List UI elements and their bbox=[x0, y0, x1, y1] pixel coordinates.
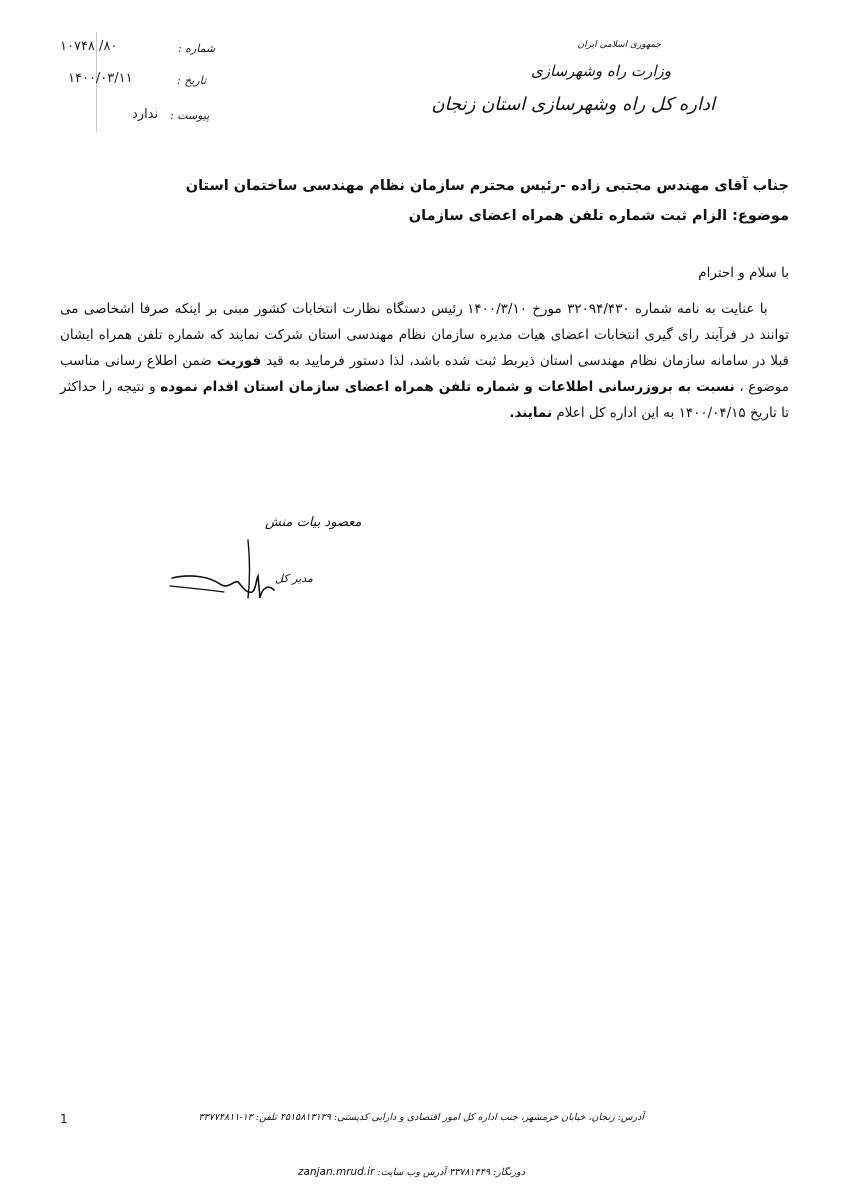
page-number: 1 bbox=[60, 1112, 68, 1126]
footer-address: آدرس: زنجان، خیابان خرمشهر، جنب اداره کل امور اقتصادی و دارایی کدپستی: ۴۵۱۵۸۱۳۱۳۹ تلفن: ۱۳-۳۳۷۷۴۸۱۱ bbox=[198, 1112, 644, 1123]
subject-line: موضوع: الزام ثبت شماره تلفن همراه اعضای سازمان bbox=[408, 208, 789, 224]
footer-fax: دورنگار: ۳۳۷۸۱۴۴۹ آدرس وب سایت: bbox=[377, 1167, 525, 1178]
letterhead-office: اداره کل راه وشهرسازی استان زنجان bbox=[431, 94, 715, 115]
body-text-3: و نتیجه را حداکثر تا تاریخ ۱۴۰۰/۰۴/۱۵ به این اداره کل اعلام bbox=[60, 379, 789, 421]
attachment-label: پیوست : bbox=[170, 109, 210, 122]
recipient-line: جناب آقای مهندس مجتبی زاده -رئیس محترم سازمان نظام مهندسی ساختمان استان bbox=[185, 178, 789, 194]
footer-contact bbox=[298, 1166, 525, 1178]
letter-number-label: شماره : bbox=[178, 42, 216, 55]
letter-date-label: تاریخ : bbox=[177, 74, 207, 87]
body-text-2: ضمن اطلاع رسانی مناسب موضوع ، bbox=[60, 353, 789, 395]
attachment-value: ندارد bbox=[132, 107, 159, 122]
body-bold-1: فوریت bbox=[216, 353, 262, 369]
letterhead-ministry: وزارت راه وشهرسازی bbox=[531, 62, 671, 80]
letterhead-country: جمهوری اسلامی ایران bbox=[577, 40, 661, 50]
footer-website-link[interactable]: zanjan.mrud.ir bbox=[298, 1166, 375, 1178]
body-bold-3: نمایند. bbox=[509, 405, 553, 421]
letter-number-value: ۸۰/ ۱۰۷۴۸ bbox=[60, 39, 118, 54]
letter-date-value: ۱۴۰۰/۰۳/۱۱ bbox=[68, 71, 133, 86]
greeting: با سلام و احترام bbox=[698, 265, 789, 281]
letter-body bbox=[60, 296, 789, 426]
signatory-title: مدیر کل bbox=[275, 572, 313, 585]
body-bold-2: نسبت به بروزرسانی اطلاعات و شماره تلفن همراه اعضای سازمان استان اقدام نموده bbox=[160, 379, 735, 395]
body-text-1: با عنایت به نامه شماره ۳۲۰۹۴/۴۳۰ مورخ ۱۴۰۰/۳/۱۰ رئیس دستگاه نظارت انتخابات کشور مبنی بر اینکه صرفا اشخاصی می توانند در فرآیند رای گیری انتخابات اعضای هیات مدیره سازمان نظام مهندسی استان شرکت نمایند که شماره تلفن همراه ایشان قبلا در سامانه سازمان نظام مهندسی استان ذیربط ثبت شده باشد، لذا دستور فرمایید به قید bbox=[60, 301, 790, 369]
signatory-name: معصود بیات منش bbox=[265, 515, 362, 530]
